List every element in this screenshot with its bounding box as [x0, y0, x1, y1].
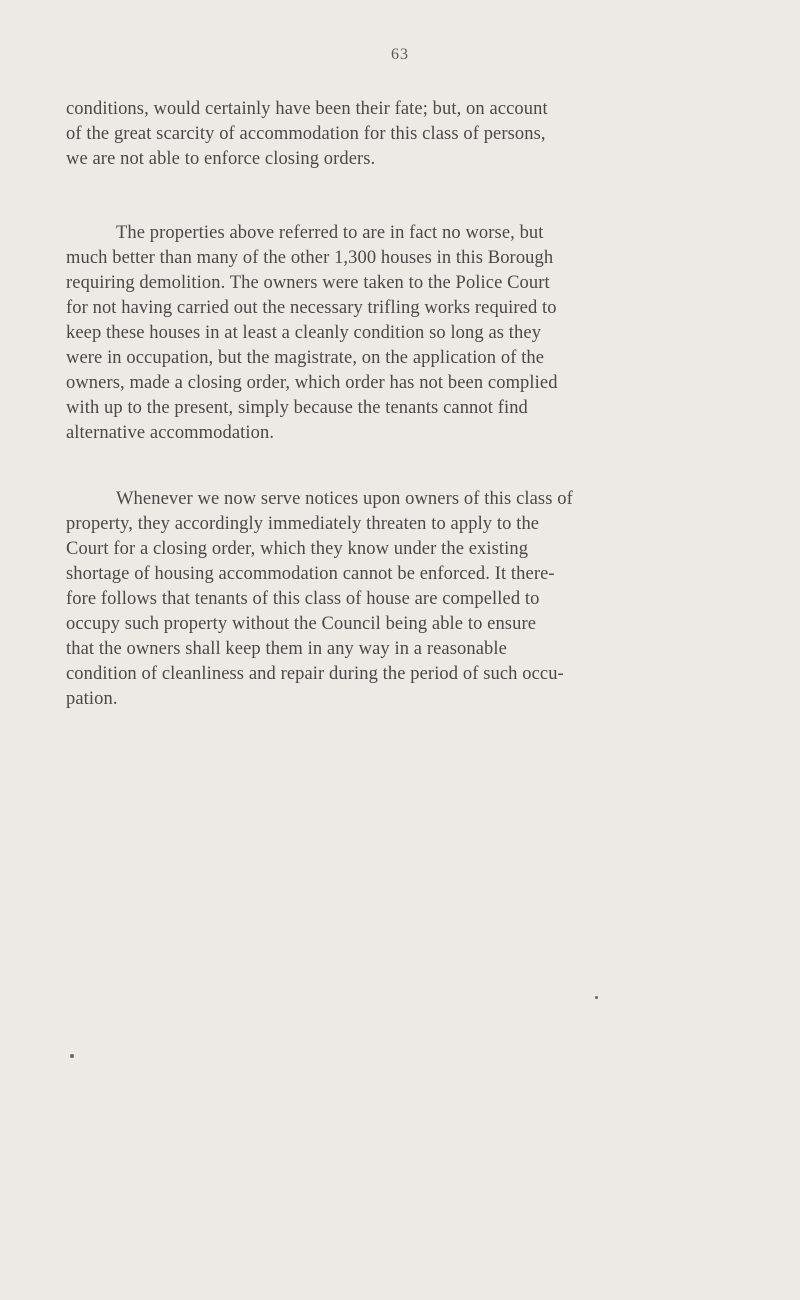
page-number: 63	[391, 46, 409, 63]
paragraph-line: were in occupation, but the magistrate, on the application of the	[66, 348, 545, 368]
paragraph-line: property, they accordingly immediately threaten to apply to the	[66, 514, 540, 534]
paragraph-line: much better than many of the other 1,300 houses in this Borough	[66, 248, 554, 268]
paragraph-line: fore follows that tenants of this class of house are compelled to	[66, 589, 540, 609]
ink-speck	[70, 1054, 74, 1058]
paragraph-line: keep these houses in at least a cleanly condition so long as they	[66, 323, 542, 343]
paragraph-line: alternative accommodation.	[66, 423, 275, 443]
paragraph-line: that the owners shall keep them in any way in a reasonable	[66, 639, 507, 659]
paragraph-line: requiring demolition. The owners were taken to the Police Court	[66, 273, 550, 293]
paragraph-line: owners, made a closing order, which order has not been complied	[66, 373, 558, 393]
paragraph-line: pation.	[66, 689, 118, 709]
paragraph-line: The properties above referred to are in fact no worse, but	[116, 223, 544, 243]
paragraph-line: occupy such property without the Council being able to ensure	[66, 614, 537, 634]
paragraph-line: Whenever we now serve notices upon owners of this class of	[116, 489, 573, 509]
paragraph-line: Court for a closing order, which they know under the existing	[66, 539, 529, 559]
paragraph-line: we are not able to enforce closing orders.	[66, 149, 376, 169]
ink-speck	[595, 996, 598, 999]
paragraph-line: condition of cleanliness and repair during the period of such occu-	[66, 664, 564, 684]
paragraph-line: with up to the present, simply because the tenants cannot find	[66, 398, 528, 418]
paragraph-line: shortage of housing accommodation cannot be enforced. It there-	[66, 564, 555, 584]
paragraph-line: conditions, would certainly have been their fate; but, on account	[66, 99, 548, 119]
paragraph-line: for not having carried out the necessary trifling works required to	[66, 298, 557, 318]
paragraph-line: of the great scarcity of accommodation for this class of persons,	[66, 124, 546, 144]
